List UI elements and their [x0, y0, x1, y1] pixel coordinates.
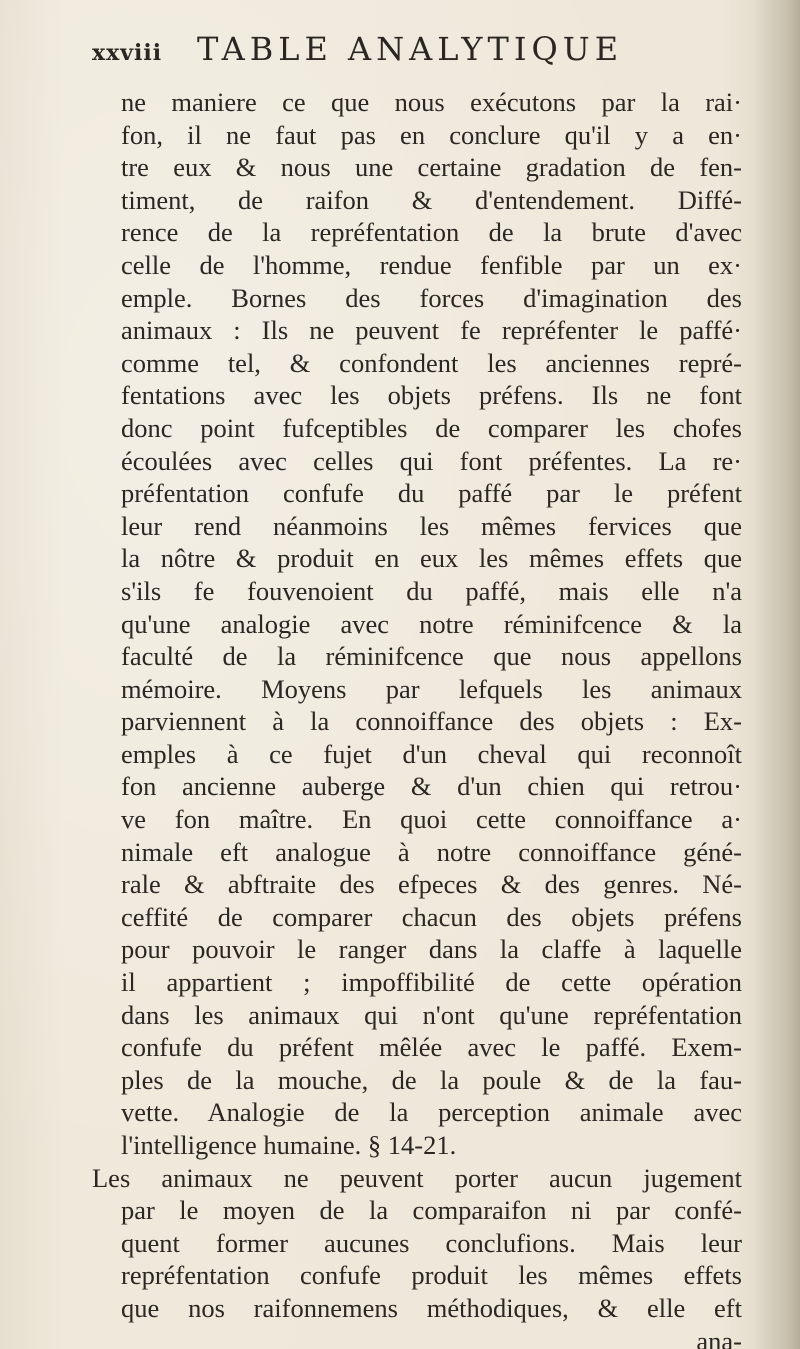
- text-line: qu'une analogie avec notre réminifcence & la: [121, 608, 742, 639]
- text-line: comme tel, & confondent les anciennes repré-: [121, 347, 742, 378]
- text-line: vette. Analogie de la perception animale avec: [121, 1097, 742, 1128]
- text-line: écoulées avec celles qui font préfentes. La re·: [121, 445, 742, 476]
- text-line: quent former aucunes conclufions. Mais leur: [121, 1227, 742, 1258]
- catchword: ana-: [696, 1325, 742, 1349]
- text-line: dans les animaux qui n'ont qu'une repréfentation: [121, 999, 742, 1030]
- body-text: [92, 86, 742, 1349]
- text-line: par le moyen de la comparaifon ni par confé-: [121, 1195, 742, 1226]
- text-line: fon ancienne auberge & d'un chien qui retrou·: [121, 771, 742, 802]
- text-line: il appartient ; impoffibilité de cette opération: [121, 967, 742, 998]
- text-line: animaux : Ils ne peuvent fe repréfenter le paffé·: [121, 315, 742, 346]
- page-number: xxviii: [92, 40, 163, 66]
- text-line: rale & abftraite des efpeces & des genres. Né-: [121, 869, 742, 900]
- page-header: [92, 30, 652, 72]
- text-line: mémoire. Moyens par lefquels les animaux: [121, 673, 742, 704]
- text-line: Les animaux ne peuvent porter aucun jugement: [92, 1162, 742, 1193]
- text-line: leur rend néanmoins les mêmes fervices que: [121, 510, 742, 541]
- text-line: rence de la repréfentation de la brute d'avec: [121, 217, 742, 248]
- text-line: donc point fufceptibles de comparer les chofes: [121, 412, 742, 443]
- text-line: fentations avec les objets préfens. Ils ne font: [121, 380, 742, 411]
- text-line: fon, il ne faut pas en conclure qu'il y a en·: [121, 119, 742, 150]
- text-line: ne maniere ce que nous exécutons par la rai·: [121, 87, 742, 117]
- text-line: confufe du préfent mêlée avec le paffé. Exem-: [121, 1032, 742, 1063]
- text-line: emples à ce fujet d'un cheval qui reconnoît: [121, 738, 742, 769]
- text-line: faculté de la réminifcence que nous appellons: [121, 641, 742, 672]
- text-line: timent, de raifon & d'entendement. Diffé-: [121, 184, 742, 215]
- text-line: l'intelligence humaine. § 14-21.: [121, 1130, 457, 1160]
- running-title: TABLE ANALYTIQUE: [197, 30, 624, 68]
- text-line: ples de la mouche, de la poule & de la fau-: [121, 1064, 742, 1095]
- text-line: emple. Bornes des forces d'imagination des: [121, 282, 742, 313]
- text-line: pour pouvoir le ranger dans la claffe à laquelle: [121, 934, 742, 965]
- text-line: la nôtre & produit en eux les mêmes effets que: [121, 543, 742, 574]
- text-line: préfentation confufe du paffé par le préfent: [121, 478, 742, 509]
- text-line: ve fon maître. En quoi cette connoiffance a·: [121, 804, 742, 835]
- text-line: parviennent à la connoiffance des objets : Ex-: [121, 706, 742, 737]
- text-line: repréfentation confufe produit les mêmes effets: [121, 1260, 742, 1291]
- text-line: s'ils fe fouvenoient du paffé, mais elle n'a: [121, 575, 742, 606]
- text-line: tre eux & nous une certaine gradation de fen-: [121, 152, 742, 183]
- text-line: nimale eft analogue à notre connoiffance géné-: [121, 836, 742, 867]
- text-line: que nos raifonnemens méthodiques, & elle eft: [121, 1292, 742, 1323]
- text-line: ceffité de comparer chacun des objets préfens: [121, 901, 742, 932]
- text-line: celle de l'homme, rendue fenfible par un ex·: [121, 249, 742, 280]
